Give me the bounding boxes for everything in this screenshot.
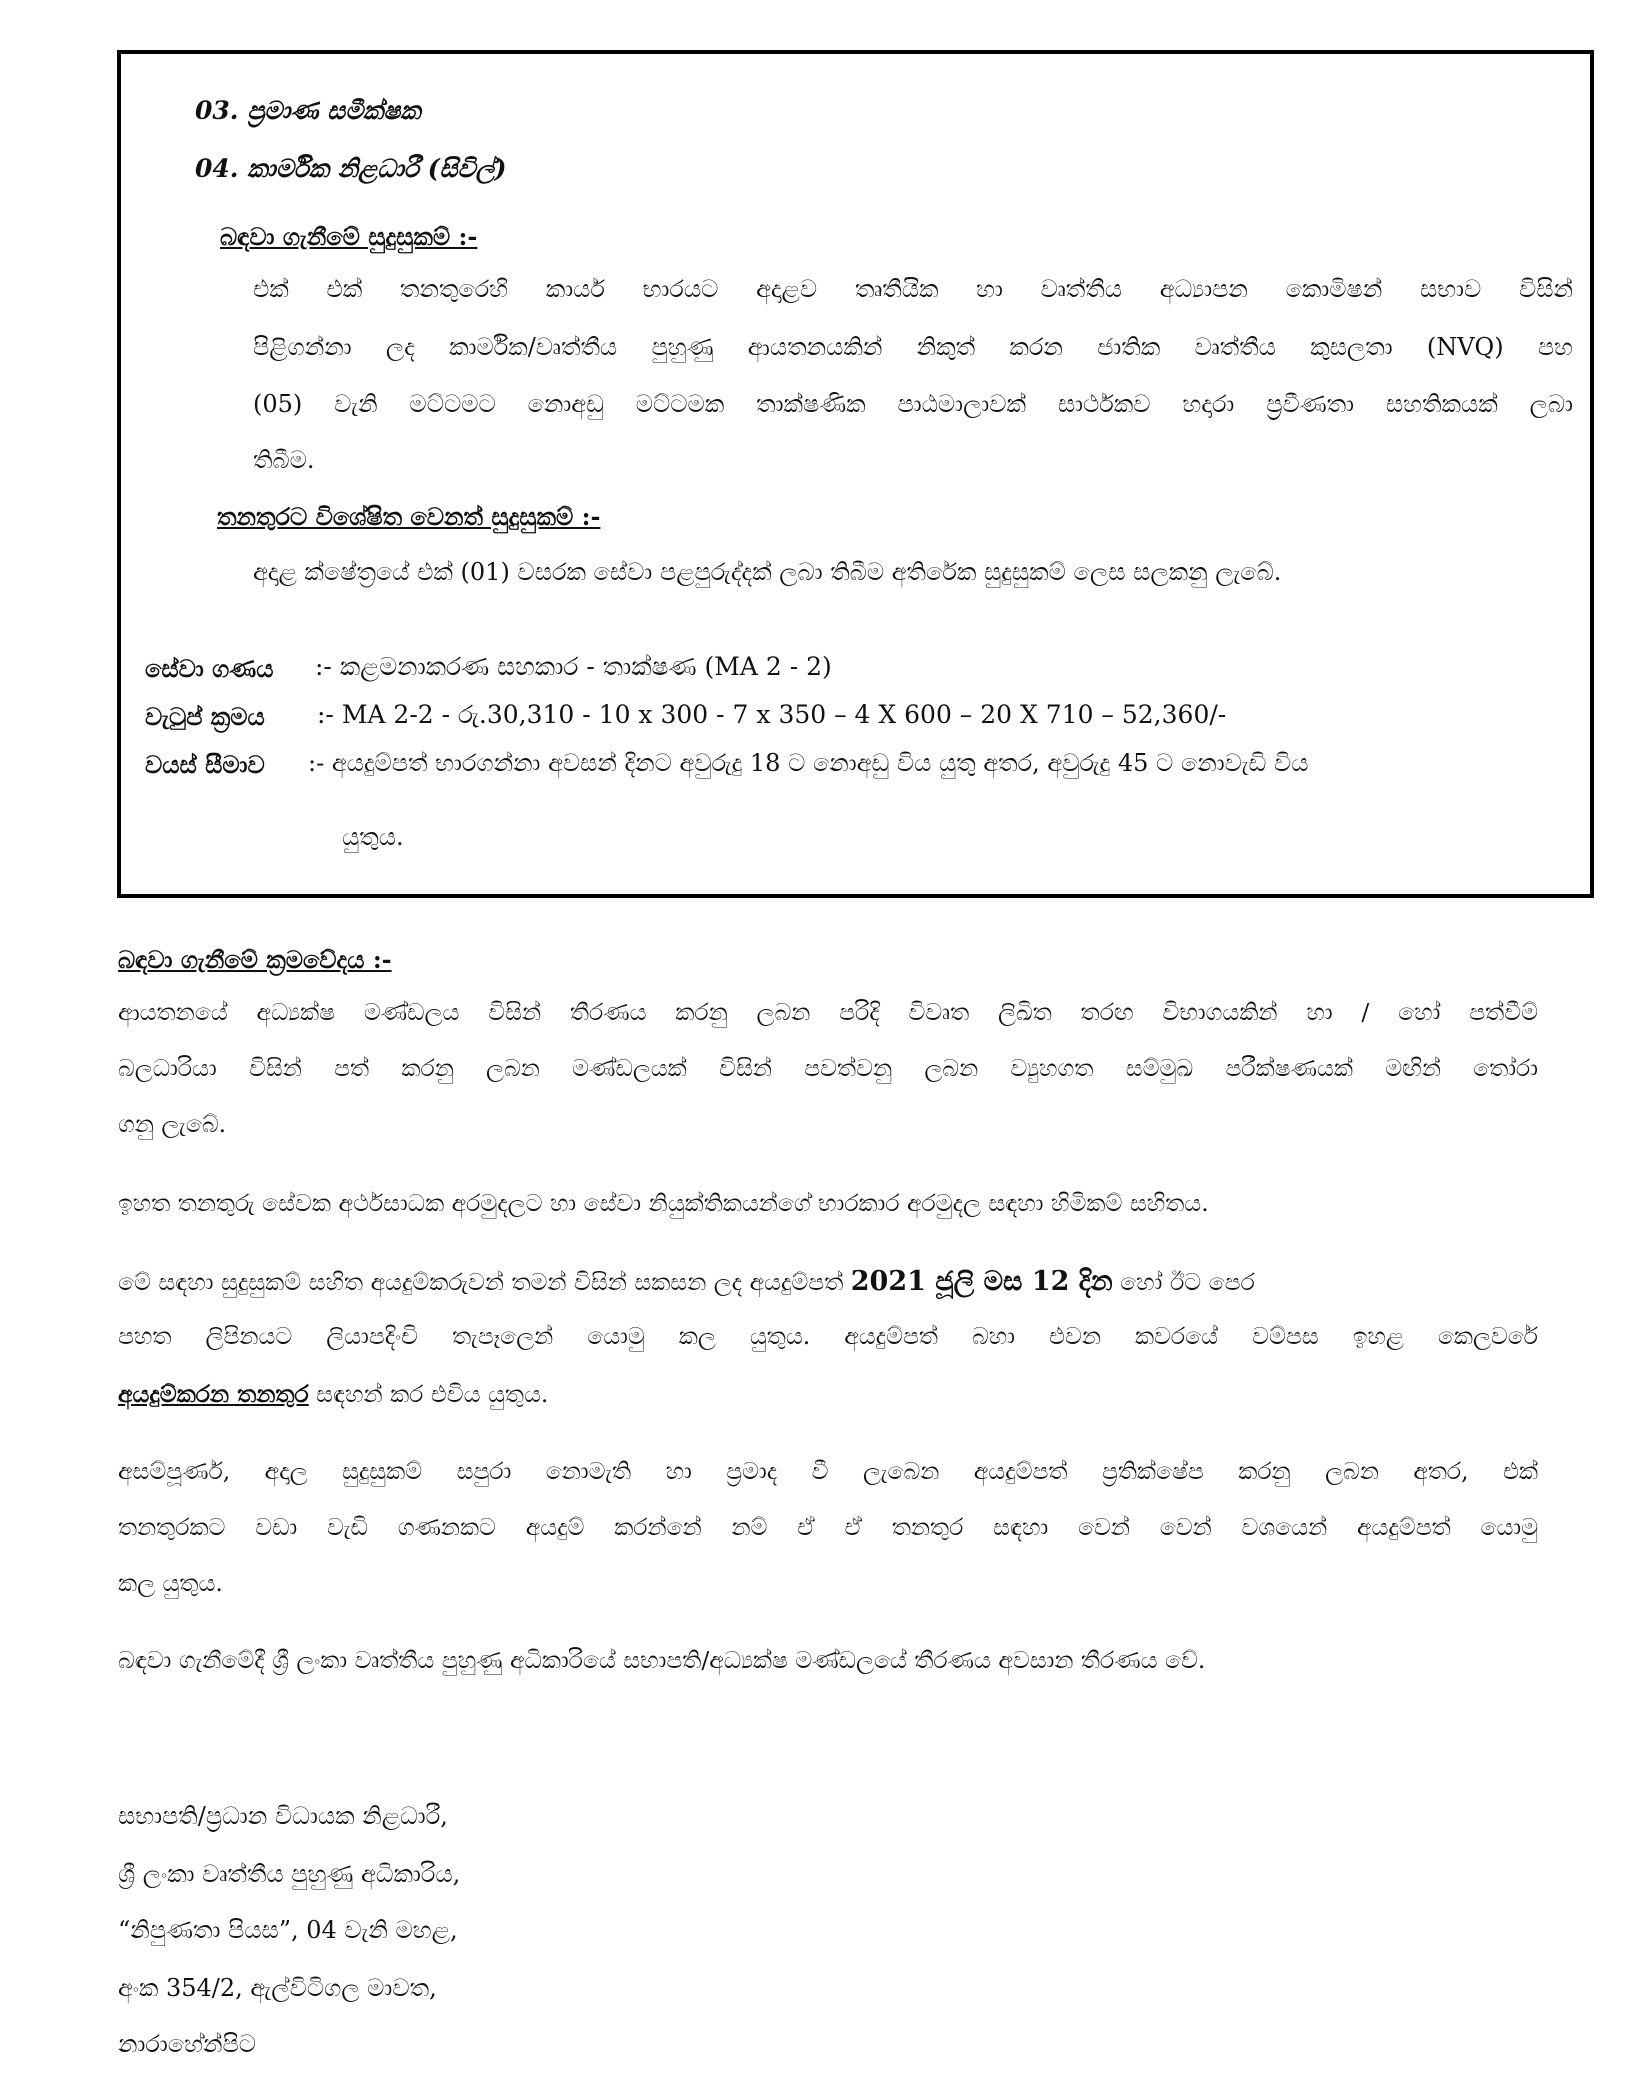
special-qualifications-heading: තනතුරට විශේෂිත වෙනත් සුදුසුකම් :- [217,502,601,531]
service-label: සේවා ගණය [145,654,274,683]
final-decision-text: බඳවා ගැනීමේදී ශ්‍රී ලංකා වෘත්තීය පුහුණු අධිකාරියේ සභාපති/අධ්‍යක්ෂ මණ්ඩලයේ තීරණය අවසාන තීරණය වේ. [118,1646,1206,1674]
closing-date: 2021 ජූලි මස 12 දින [850,1266,1113,1297]
method-line: බලධාරියා විසින් පත් කරනු ලබන මණ්ඩලයක් විසින් පවත්වනු ලබන ව්‍යුහගත සම්මුඛ පරීක්ෂණයක් මඟින් තෝරා [118,1054,1538,1082]
salary-label: වැටුප් ක්‍රමය [145,702,265,731]
applied-post-note: අයදුම්කරන තනතුර [118,1380,309,1408]
reject-line: අසම්පූර්ණ, අදාල සුදුසුකම් සපුරා නොමැති හා ප්‍රමාද වී ලැබෙන අයදුම්පත් ප්‍රතික්ෂේප කරනු ලබන අතර, එක් [118,1457,1538,1485]
apply-line-1-end: හෝ ඊට පෙර [1112,1268,1255,1296]
qualification-line: (05) වැනි මට්ටමට නොඅඩු මට්ටමක තාක්ෂණික පාඨමාලාවක් සාර්ථකව හදාරා ප්‍රවීණතා සහතිකයක් ලබා [253,390,1573,418]
qualifications-heading: බඳවා ගැනීමේ සුදුසුකම් :- [220,222,478,251]
address-line: නාරාහේන්පිට [118,2030,256,2058]
reject-line: තනතුරකට වඩා වැඩි ගණනකට අයදුම් කරන්නේ නම් ඒ ඒ තනතුර සඳහා වෙන් වෙන් වශයෙන් අයදුම්පත් යොමු [118,1513,1538,1541]
apply-line-1-text: මේ සඳහා සුදුසුකම් සහිත අයදුම්කරුවන් තමන් විසින් සකසන ලද අයදුම්පත් [118,1268,851,1296]
salary-value: :- MA 2-2 - රු.30,310 - 10 x 300 - 7 x 350 – 4 X 600 – 20 X 710 – 52,360/- [317,700,1227,729]
apply-line-3-text: සඳහන් කර එවිය යුතුය. [308,1380,549,1408]
apply-line-3 [118,1380,548,1408]
method-heading: බඳවා ගැනීමේ ක්‍රමවේදය :- [118,945,392,974]
reject-line: කල යුතුය. [118,1569,223,1597]
post-item-3: 03. ප්‍රමාණ සමීක්ෂක [195,96,421,125]
address-line: අංක 354/2, ඇල්විටිගල මාවත, [118,1974,437,2002]
qualification-line: තිබීම. [253,446,315,474]
fund-text: ඉහත තනතුරු සේවක අර්ථසාධක අරමුදලට හා සේවා නියුක්තිකයන්ගේ භාරකාර අරමුදල සඳහා හිමිකම් සහිතය. [118,1189,1209,1217]
qualification-line: පිළිගන්නා ලද කාර්මික/වෘත්තීය පුහුණු ආයතනයකින් නිකුත් කරන ජාතික වෘත්තීය කුසලතා (NVQ) පහ [253,333,1573,361]
address-line: සභාපති/ප්‍රධාන විධායක නිළධාරී, [118,1802,448,1830]
address-line: ශ්‍රී ලංකා වෘත්තීය පුහුණු අධිකාරිය, [118,1860,461,1888]
post-item-4: 04. කාර්මික නිළධාරී (සිවිල්) [195,154,507,183]
service-value: :- කළමනාකරණ සහකාර - තාක්ෂණ (MA 2 - 2) [315,652,832,681]
age-label: වයස් සීමාව [145,750,265,779]
apply-line-2: පහත ලිපිනයට ලියාපදිංචි තැපෑලෙන් යොමු කල යුතුය. අයදුම්පත් බහා එවන කවරයේ වම්පස ඉහළ කෙලවරේ [118,1322,1538,1350]
method-line: ගනු ලැබේ. [118,1110,227,1138]
method-line: ආයතනයේ අධ්‍යක්ෂ මණ්ඩලය විසින් තීරණය කරනු ලබන පරිදි විවෘත ලිඛිත තරඟ විභාගයකින් හා / හෝ පත්වීම් [118,998,1538,1026]
special-qualifications-text: අදාළ ක්ෂේත්‍රයේ එක් (01) වසරක සේවා පළපුරුද්දක් ලබා තිබීම අතිරේක සුදුසුකම් ලෙස සලකනු ලැබේ. [253,558,1282,586]
address-line: “නිපුණතා පියස”, 04 වැනි මහළ, [118,1916,458,1944]
age-value-continued: යුතුය. [342,823,404,851]
qualification-line: එක් එක් තනතුරෙහි කාර්ය භාරයට අදාළව තෘතීයික හා වෘත්තීය අධ්‍යාපන කොමිෂන් සභාව විසින් [253,275,1573,303]
age-value: :- අයදුම්පත් භාරගන්නා අවසන් දිනට අවුරුදු 18 ට නොඅඩු විය යුතු අතර, අවුරුදු 45 ට නොවැඩි විය [308,749,1309,777]
apply-line-1 [118,1266,1255,1298]
